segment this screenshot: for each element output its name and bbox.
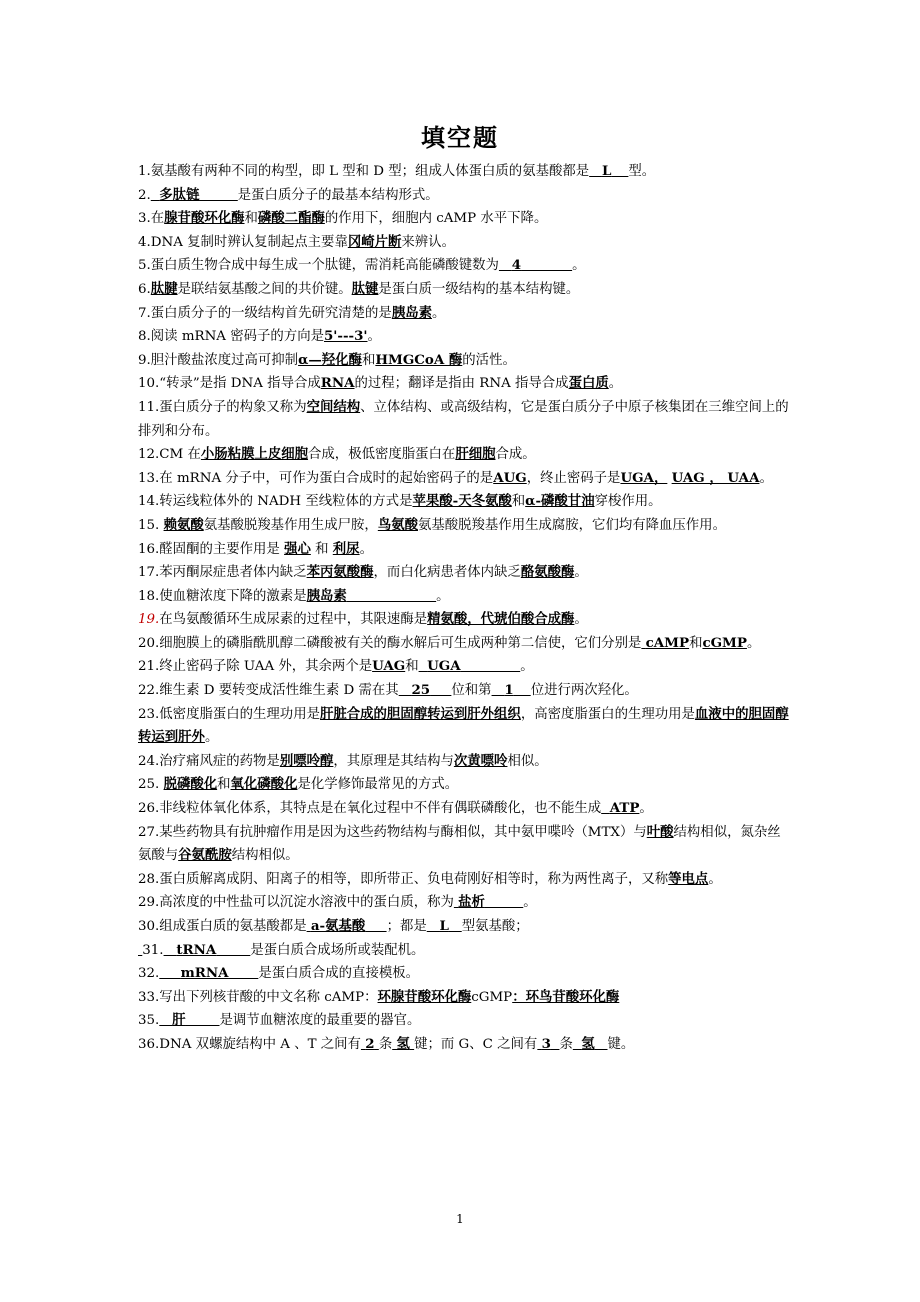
question-14 xyxy=(138,490,790,514)
question-22 xyxy=(138,679,790,703)
q15-text: 15. xyxy=(138,517,160,533)
q15-text-3: 氨基酸脱羧基作用生成腐胺，它们均有降血压作用。 xyxy=(417,517,726,533)
q10-answer-1: RNA xyxy=(320,375,355,392)
q26-text: 26.非线粒体氧化体系，其特点是在氧化过程中不伴有偶联磷酸化，也不能生成 xyxy=(138,801,602,817)
q11-answer: 空间结构 xyxy=(306,398,361,415)
q10-text: 10.“转录”是指 DNA 指导合成 xyxy=(138,376,321,392)
q14-answer-1: 苹果酸-天冬氨酸 xyxy=(412,493,512,510)
q1-text-end: 型。 xyxy=(628,164,656,179)
q13-answer-1: AUG xyxy=(493,469,527,486)
q2-text-end: 是蛋白质分子的最基本结构形式。 xyxy=(237,187,439,203)
q28-text: 28.蛋白质解离成阴、阳离子的相等，即所带正、负电荷刚好相等时，称为两性离子，又称 xyxy=(138,871,669,887)
q2-text: 2. xyxy=(138,187,151,203)
q25-text-3: 是化学修饰最常见的方式。 xyxy=(297,777,459,793)
q36-text-5: 键。 xyxy=(607,1036,635,1052)
question-31 xyxy=(138,939,790,963)
q17-text-2: ，而白化病患者体内缺乏 xyxy=(373,565,521,581)
q13-answer-3: UAG ， UAA xyxy=(671,469,760,486)
q36-text: 36.DNA 双螺旋结构中 A 、T 之间有 xyxy=(138,1036,361,1052)
q10-text-3: 。 xyxy=(608,376,623,392)
q36-answer-3: 3 xyxy=(541,1035,551,1052)
q36-answer-1: 2 xyxy=(365,1035,375,1052)
q21-answer-1: UAG xyxy=(372,658,406,675)
q29-answer: 盐析 xyxy=(458,894,485,911)
question-1 xyxy=(138,160,790,184)
question-32 xyxy=(138,962,790,986)
question-3 xyxy=(138,207,790,231)
q19-text: 在鸟氨酸循环生成尿素的过程中，其限速酶是 xyxy=(159,612,428,628)
q15-answer-2: 鸟氨酸 xyxy=(377,516,418,533)
q24-text-2: ，其原理是其结构与 xyxy=(333,753,454,769)
question-19 xyxy=(138,608,790,632)
q14-text: 14.转运线粒体外的 NADH 至线粒体的方式是 xyxy=(138,494,413,510)
q14-answer-2: α-磷酸甘油 xyxy=(525,493,595,510)
q8-answer: 5'---3' xyxy=(323,328,368,345)
q31-answer: tRNA xyxy=(176,941,217,958)
q22-answer-2: 1 xyxy=(504,682,514,699)
q4-answer: 冈崎片断 xyxy=(347,233,402,250)
q27-text-2: 结构相似，氮杂丝氨酸与 xyxy=(138,824,781,864)
q12-text-3: 合成。 xyxy=(495,447,536,463)
q36-text-4: 条 xyxy=(559,1036,573,1052)
question-15 xyxy=(138,514,790,538)
question-9 xyxy=(138,349,790,373)
question-26 xyxy=(138,797,790,821)
question-23 xyxy=(138,703,790,750)
q27-answer-2: 谷氨酰胺 xyxy=(178,847,232,864)
q25-answer-1: 脱磷酸化 xyxy=(163,776,218,793)
q24-text-3: 相似。 xyxy=(507,753,548,769)
q23-text-3: 。 xyxy=(204,730,219,746)
q9-text-3: 的活性。 xyxy=(462,352,516,368)
q18-text: 18.使血糖浓度下降的激素是 xyxy=(138,588,307,604)
question-4 xyxy=(138,231,790,255)
question-35 xyxy=(138,1009,790,1033)
q32-answer: mRNA xyxy=(180,965,229,982)
q17-text-3: 。 xyxy=(574,565,588,581)
q19-number: 19. xyxy=(138,612,160,628)
question-8 xyxy=(138,325,790,349)
q16-answer-1: 强心 xyxy=(284,540,311,557)
question-20 xyxy=(138,632,790,656)
q5-answer: 4 xyxy=(511,257,522,274)
q25-text: 25. xyxy=(138,777,160,793)
question-25 xyxy=(138,773,790,797)
q33-text: 33.写出下列核苷酸的中文名称 cAMP： xyxy=(138,989,378,1005)
question-36 xyxy=(138,1033,790,1057)
q9-answer-2: HMGCoA 酶 xyxy=(375,351,463,368)
q33-text-2: cGMP xyxy=(471,989,513,1005)
q31-text-end: 是蛋白质合成场所或装配机。 xyxy=(250,942,425,958)
q22-text: 22.维生素 D 要转变成活性维生素 D 需在其 xyxy=(138,683,399,699)
q13-text: 13.在 mRNA 分子中，可作为蛋白合成时的起始密码子的是 xyxy=(138,470,494,486)
q5-text-end: 。 xyxy=(572,258,586,274)
q32-text: 32. xyxy=(138,966,160,982)
q33-answer-2: ：环鸟苷酸环化酶 xyxy=(512,988,620,1005)
q23-answer-1: 肝脏合成的胆固醇转运到肝外组织 xyxy=(319,705,521,722)
q10-text-2: 的过程；翻译是指由 RNA 指导合成 xyxy=(354,376,569,392)
q13-text-3: 。 xyxy=(759,470,773,486)
q12-answer-1: 小肠粘膜上皮细胞 xyxy=(200,446,309,463)
question-17 xyxy=(138,561,790,585)
q6-answer-2: 肽键 xyxy=(351,280,379,297)
q16-text-3: 。 xyxy=(359,541,373,557)
page-number: 1 xyxy=(456,1212,464,1226)
q12-answer-2: 肝细胞 xyxy=(455,446,496,463)
q3-answer-2: 磷酸二酯酶 xyxy=(257,210,325,227)
q30-text: 30.组成蛋白质的氨基酸都是 xyxy=(138,919,307,934)
question-6 xyxy=(138,278,790,302)
q22-text-2: 位和第 xyxy=(451,683,492,699)
q23-text: 23.低密度脂蛋白的生理功用是 xyxy=(138,706,320,722)
q36-text-3: 键；而 G、C 之间有 xyxy=(414,1036,538,1052)
q33-answer-1: 环腺苷酸环化酶 xyxy=(377,988,472,1005)
question-18 xyxy=(138,585,790,609)
q2-answer: 多肽链 xyxy=(159,186,200,203)
q24-answer-2: 次黄嘌呤 xyxy=(453,752,508,769)
q20-answer-2: cGMP xyxy=(702,634,747,651)
q14-text-2: 和 xyxy=(511,494,526,510)
q30-answer-1: a-氨基酸 xyxy=(310,918,366,934)
q18-answer: 胰岛素 xyxy=(306,587,347,604)
q11-text-end: 、立体结构、或高级结构，它是蛋白质分子中原子核集团在三维空间上的排列和分布。 xyxy=(138,399,789,439)
question-7 xyxy=(138,302,790,326)
q30-answer-2: L xyxy=(439,918,449,934)
q6-answer-1: 肽腱 xyxy=(150,280,178,297)
q29-text-end: 。 xyxy=(523,895,537,911)
q15-text-2: 氨基酸脱羧基作用生成尸胺， xyxy=(203,517,378,533)
q6-text-3: 是蛋白质一级结构的基本结构键。 xyxy=(378,281,580,297)
q21-text-2: 和 xyxy=(405,659,419,675)
question-5 xyxy=(138,254,790,278)
q29-text: 29.高浓度的中性盐可以沉淀水溶液中的蛋白质，称为 xyxy=(138,895,454,911)
q20-text-3: 。 xyxy=(746,635,761,651)
q8-text: 8.阅读 mRNA 密码子的方向是 xyxy=(138,329,324,345)
q25-answer-2: 氧化磷酸化 xyxy=(230,776,298,793)
question-30 xyxy=(138,915,790,939)
question-24 xyxy=(138,750,790,774)
q9-answer-1: α—羟化酶 xyxy=(298,351,362,368)
q31-text: 31. xyxy=(142,942,164,958)
q4-text: 4.DNA 复制时辨认复制起点主要靠 xyxy=(138,234,348,250)
q17-answer-1: 苯丙氨酸酶 xyxy=(306,564,374,581)
q1-text: 1.氨基酸有两种不同的构型，即 L 型和 D 型；组成人体蛋白质的氨基酸都是 xyxy=(138,164,590,179)
q12-text: 12.CM 在 xyxy=(138,447,201,463)
q22-answer-1: 25 xyxy=(411,682,431,699)
question-33 xyxy=(138,986,790,1010)
q16-text-2: 和 xyxy=(315,541,329,557)
q26-text-end: 。 xyxy=(639,801,653,817)
q14-text-3: 穿梭作用。 xyxy=(594,494,662,510)
q27-answer-1: 叶酸 xyxy=(646,823,674,840)
q23-answer-2: 血液中的胆固醇转运到肝外 xyxy=(138,705,789,746)
q18-text-end: 。 xyxy=(436,588,450,604)
question-28 xyxy=(138,868,790,892)
q21-text: 21.终止密码子除 UAA 外，其余两个是 xyxy=(138,659,373,675)
q28-answer: 等电点 xyxy=(668,870,709,887)
q21-answer-2: UGA xyxy=(427,658,461,675)
q9-text-2: 和 xyxy=(361,352,376,368)
q30-text-3: 型氨基酸； xyxy=(461,919,529,934)
q3-text-2: 和 xyxy=(244,211,258,227)
q5-text: 5.蛋白质生物合成中每生成一个肽键，需消耗高能磷酸键数为 xyxy=(138,258,499,274)
q20-answer-1: cAMP xyxy=(645,634,690,651)
q24-text: 24.治疗痛风症的药物是 xyxy=(138,753,280,769)
q19-text-end: 。 xyxy=(574,612,588,628)
q20-text-2: 和 xyxy=(689,635,703,651)
q8-text-end: 。 xyxy=(367,329,381,345)
question-list xyxy=(138,160,790,1057)
q36-answer-4: 氢 xyxy=(581,1035,595,1052)
q36-text-2: 条 xyxy=(378,1036,393,1052)
q30-text-2: ；都是 xyxy=(386,919,427,934)
q35-answer: 肝 xyxy=(172,1012,186,1029)
question-2 xyxy=(138,184,790,208)
q13-answer-2: UGA， xyxy=(620,469,668,486)
question-16 xyxy=(138,538,790,562)
q3-text: 3.在 xyxy=(138,211,165,227)
q13-text-2: ，终止密码子是 xyxy=(526,470,621,486)
question-13 xyxy=(138,467,790,491)
question-27 xyxy=(138,821,790,868)
q26-answer: ATP xyxy=(609,800,640,817)
q6-text-2: 是联结氨基酸之间的共价键。 xyxy=(177,281,352,297)
question-11 xyxy=(138,396,790,443)
question-29 xyxy=(138,891,790,915)
q24-answer-1: 别嘌呤醇 xyxy=(279,752,334,769)
q17-answer-2: 酪氨酸酶 xyxy=(520,564,575,581)
q16-answer-2: 利尿 xyxy=(332,540,360,557)
q7-answer: 胰岛素 xyxy=(391,304,432,321)
page-title: 填空题 xyxy=(421,123,499,152)
q17-text: 17.苯丙酮尿症患者体内缺乏 xyxy=(138,565,307,581)
q6-text: 6. xyxy=(138,281,151,297)
q3-answer-1: 腺苷酸环化酶 xyxy=(164,210,245,227)
q10-answer-2: 蛋白质 xyxy=(568,375,609,392)
q9-text: 9.胆汁酸盐浓度过高可抑制 xyxy=(138,352,299,368)
q23-text-2: ，高密度脂蛋白的生理功用是 xyxy=(520,706,695,722)
q27-text-3: 结构相似。 xyxy=(231,848,299,864)
q19-answer: 精氨酸，代琥伯酸合成酶 xyxy=(427,611,575,628)
q11-text: 11.蛋白质分子的构象又称为 xyxy=(138,399,307,415)
q7-text: 7.蛋白质分子的一级结构首先研究清楚的是 xyxy=(138,305,392,321)
question-12 xyxy=(138,443,790,467)
q12-text-2: 合成，极低密度脂蛋白在 xyxy=(308,447,456,463)
question-21 xyxy=(138,655,790,679)
q35-text: 35. xyxy=(138,1013,160,1029)
q27-text: 27.某些药物具有抗肿瘤作用是因为这些药物结构与酶相似，其中氨甲喋呤（MTX）与 xyxy=(138,824,647,840)
q21-text-3: 。 xyxy=(520,659,534,675)
q25-text-2: 和 xyxy=(217,777,231,793)
q15-answer-1: 赖氨酸 xyxy=(163,516,204,533)
q36-answer-2: 氢 xyxy=(396,1035,410,1052)
q4-text-end: 来辨认。 xyxy=(401,234,455,250)
q32-text-end: 是蛋白质合成的直接模板。 xyxy=(258,966,420,982)
q35-text-end: 是调节血糖浓度的最重要的器官。 xyxy=(219,1013,421,1029)
q3-text-3: 的作用下，细胞内 cAMP 水平下降。 xyxy=(324,211,548,227)
question-10 xyxy=(138,372,790,396)
q16-text: 16.醛固酮的主要作用是 xyxy=(138,541,280,557)
q22-text-3: 位进行两次羟化。 xyxy=(530,683,638,699)
q20-text: 20.细胞膜上的磷脂酰肌醇二磷酸被有关的酶水解后可生成两种第二信使，它们分别是 xyxy=(138,635,642,651)
q1-answer: L xyxy=(601,163,612,179)
q7-text-end: 。 xyxy=(431,305,446,321)
q28-text-end: 。 xyxy=(708,871,722,887)
